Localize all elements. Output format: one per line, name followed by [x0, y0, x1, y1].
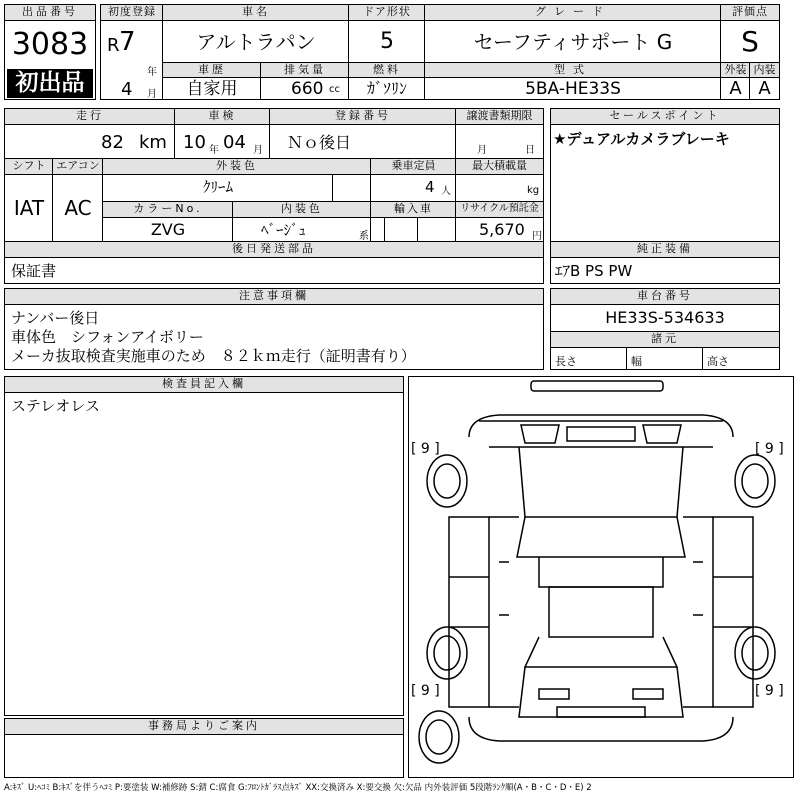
car-outline [409, 377, 793, 777]
first-reg-header: 初度登録 [101, 5, 163, 21]
max-load-header: 最大積載量 [456, 159, 543, 175]
exterior-color-header: 外装色 [103, 159, 371, 175]
lot-header: 出品番号 [5, 5, 95, 21]
history-header: 車歴 [163, 62, 261, 78]
exterior-grade-value: A [729, 78, 742, 99]
score-value: S [741, 25, 759, 58]
inspection-header: 車検 [175, 109, 270, 125]
specs-header: 諸元 [551, 332, 779, 348]
import-header: 輸入車 [371, 202, 456, 218]
recycle-unit: 円 [532, 231, 542, 242]
displacement-value: 660 [291, 79, 324, 99]
chassis-header: 車台番号 [551, 289, 779, 305]
inspection-year-unit: 年 [209, 145, 219, 156]
color-no-header: カラーNo. [103, 202, 233, 218]
tire-rear-left: [ 9 ] [411, 683, 440, 699]
mileage-value: 82 [101, 132, 124, 153]
fuel-value: ｶﾞｿﾘﾝ [366, 79, 407, 98]
displacement-unit: cc [329, 84, 340, 95]
sales-point-header: セールスポイント [551, 109, 779, 125]
specs-height: 高さ [707, 355, 729, 368]
recycle-value: 5,670 [479, 220, 525, 239]
first-reg-year: 7 [119, 27, 136, 57]
history-value: 自家用 [186, 79, 238, 99]
transfer-month-unit: 月 [477, 145, 487, 156]
chassis-value: HE33S-534633 [605, 308, 725, 327]
notes-header: 注意事項欄 [5, 289, 543, 305]
details-box [4, 108, 544, 284]
car-name-value: アルトラパン [196, 30, 316, 54]
notes-line: メーカ抜取検査実施車のため ８２ｋｍ走行（証明書有り） [11, 347, 416, 365]
sales-point-box [550, 108, 780, 284]
first-reg-month-unit: 月 [147, 89, 157, 100]
shift-value: IAT [13, 196, 45, 220]
lot-box [4, 4, 96, 100]
car-name-header: 車名 [163, 5, 349, 21]
fuel-header: 燃料 [349, 62, 425, 78]
aircon-value: AC [64, 196, 92, 220]
aircon-header: エアコン [53, 159, 103, 175]
score-header: 評価点 [721, 5, 779, 21]
grade-header: グレード [425, 5, 721, 21]
damage-diagram [408, 376, 794, 778]
interior-color-value: ﾍﾞｰｼﾞｭ [261, 221, 307, 239]
registration-header: 登録番号 [270, 109, 456, 125]
shift-header: シフト [5, 159, 53, 175]
vehicle-summary-box [100, 4, 780, 100]
first-reg-year-unit: 年 [147, 67, 157, 78]
office-box [4, 718, 404, 778]
interior-color-header: 内装色 [233, 202, 371, 218]
capacity-header: 乗車定員 [371, 159, 456, 175]
doors-header: ドア形状 [349, 5, 425, 21]
inspection-year: 10 [183, 132, 206, 153]
later-parts-value: 保証書 [11, 262, 57, 280]
first-reg-month: 4 [121, 79, 133, 100]
grade-value: セーフティサポート G [473, 30, 673, 54]
color-no-value: ZVG [150, 220, 186, 239]
notes-line: 車体色 シフォンアイボリー [11, 328, 204, 346]
equipment-header: 純正装備 [551, 242, 779, 258]
first-reg-era: R [107, 35, 120, 56]
notes-line: ナンバー後日 [11, 309, 100, 327]
equipment-value: ｴｱB PS PW [555, 262, 633, 280]
interior-color-suffix: 系 [359, 231, 369, 242]
later-parts-header: 後日発送部品 [5, 242, 543, 258]
exterior-grade-header: 外装 [721, 62, 750, 78]
tire-front-left: [ 9 ] [411, 441, 440, 457]
sales-point-text: ★デュアルカメラブレーキ [553, 130, 730, 148]
transfer-header: 譲渡書類期限 [456, 109, 543, 125]
notes-box [4, 288, 544, 370]
chassis-box [550, 288, 780, 370]
exterior-color-value: ｸﾘｰﾑ [202, 178, 233, 196]
specs-width: 幅 [631, 355, 642, 368]
tire-front-right: [ 9 ] [755, 441, 784, 457]
specs-length: 長さ [555, 355, 577, 368]
capacity-value: 4 [425, 178, 435, 196]
inspection-month: 04 [223, 132, 246, 153]
mileage-header: 走行 [5, 109, 175, 125]
damage-legend: A:ｷｽﾞ U:ﾍｺﾐ B:ｷｽﾞを伴うﾍｺﾐ P:要塗装 W:補修跡 S:錆 C:腐食 G:ﾌﾛﾝﾄｶﾞﾗｽ点ｷｽﾞ XX:交換済み X:要交換 欠:欠品 内外装評価 5段階ﾗﾝｸ順(A・B・C・D・E) 2 [4, 783, 592, 793]
max-load-unit: kg [527, 185, 540, 196]
transfer-day-unit: 日 [525, 145, 535, 156]
interior-grade-header: 内装 [750, 62, 779, 78]
recycle-header: リサイクル預託金 [456, 202, 543, 218]
capacity-unit: 人 [441, 186, 451, 197]
displacement-header: 排気量 [261, 62, 349, 78]
inspector-box [4, 376, 404, 716]
mileage-unit: km [139, 132, 167, 153]
inspector-header: 検査員記入欄 [5, 377, 403, 393]
inspector-text: ステレオレス [11, 397, 100, 415]
tire-rear-right: [ 9 ] [755, 683, 784, 699]
model-code-value: 5BA-HE33S [525, 79, 621, 99]
registration-value: Ｎｏ後日 [287, 133, 352, 152]
doors-value: 5 [380, 29, 394, 54]
inspection-month-unit: 月 [253, 145, 263, 156]
interior-grade-value: A [758, 78, 771, 99]
lot-number: 3083 [11, 27, 89, 62]
office-header: 事務局よりご案内 [5, 719, 403, 735]
first-listing-badge: 初出品 [7, 69, 93, 98]
model-code-header: 型式 [425, 62, 721, 78]
